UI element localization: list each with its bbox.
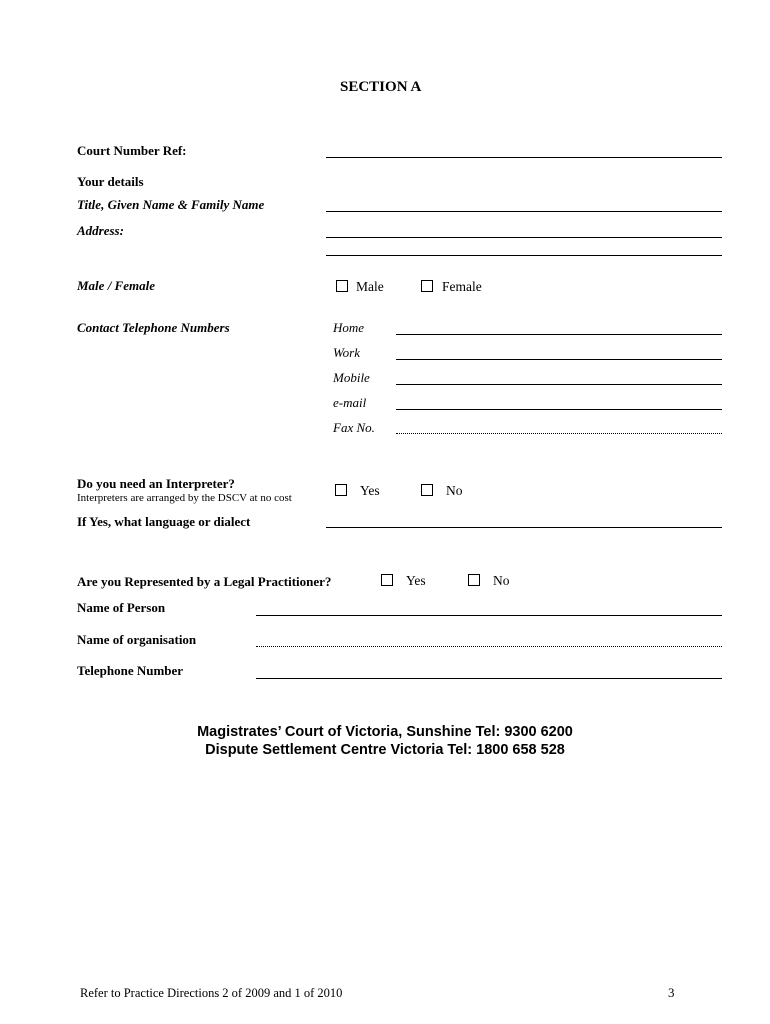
interpreter-yes-checkbox[interactable] — [335, 484, 347, 496]
phones-label: Contact Telephone Numbers — [77, 320, 230, 335]
male-option-label: Male — [356, 279, 384, 294]
email-label: e-mail — [333, 395, 367, 410]
legal-no-label: No — [493, 573, 510, 588]
language-field[interactable] — [326, 527, 722, 528]
male-checkbox[interactable] — [336, 280, 348, 292]
organisation-label: Name of organisation — [77, 632, 197, 647]
court-number-field[interactable] — [326, 157, 722, 158]
name-label: Title, Given Name & Family Name — [77, 197, 265, 212]
person-name-field[interactable] — [256, 615, 722, 616]
interpreter-question: Do you need an Interpreter? — [77, 476, 235, 491]
female-option-label: Female — [442, 279, 482, 294]
mobile-phone-field[interactable] — [396, 384, 722, 385]
mobile-label: Mobile — [333, 370, 370, 385]
female-checkbox[interactable] — [421, 280, 433, 292]
email-field[interactable] — [396, 409, 722, 410]
court-number-label: Court Number Ref: — [77, 143, 187, 158]
legal-yes-label: Yes — [406, 573, 426, 588]
interpreter-note: Interpreters are arranged by the DSCV at no cost — [77, 492, 292, 504]
person-name-label: Name of Person — [77, 600, 166, 615]
your-details-heading: Your details — [77, 174, 144, 189]
interpreter-no-label: No — [446, 483, 463, 498]
legal-no-checkbox[interactable] — [468, 574, 480, 586]
telephone-label: Telephone Number — [77, 663, 184, 678]
work-phone-field[interactable] — [396, 359, 722, 360]
fax-field[interactable] — [396, 433, 722, 434]
fax-label: Fax No. — [333, 420, 375, 435]
interpreter-no-checkbox[interactable] — [421, 484, 433, 496]
organisation-field[interactable] — [256, 646, 722, 647]
legal-question: Are you Represented by a Legal Practitioner? — [77, 574, 332, 589]
dscv-contact-line: Dispute Settlement Centre Victoria Tel: 1800 658 528 — [205, 742, 565, 758]
interpreter-yes-label: Yes — [360, 483, 380, 498]
home-phone-field[interactable] — [396, 334, 722, 335]
gender-label: Male / Female — [77, 278, 155, 293]
address-field-line-2[interactable] — [326, 255, 722, 256]
name-field[interactable] — [326, 211, 722, 212]
address-field-line-1[interactable] — [326, 237, 722, 238]
legal-yes-checkbox[interactable] — [381, 574, 393, 586]
language-label: If Yes, what language or dialect — [77, 514, 251, 529]
page-number: 3 — [668, 985, 675, 1000]
section-title: SECTION A — [340, 79, 422, 95]
footer-reference: Refer to Practice Directions 2 of 2009 and 1 of 2010 — [80, 986, 343, 1000]
address-label: Address: — [77, 223, 124, 238]
court-contact-line: Magistrates’ Court of Victoria, Sunshine Tel: 9300 6200 — [197, 724, 573, 740]
telephone-field[interactable] — [256, 678, 722, 679]
work-label: Work — [333, 345, 360, 360]
home-label: Home — [333, 320, 365, 335]
